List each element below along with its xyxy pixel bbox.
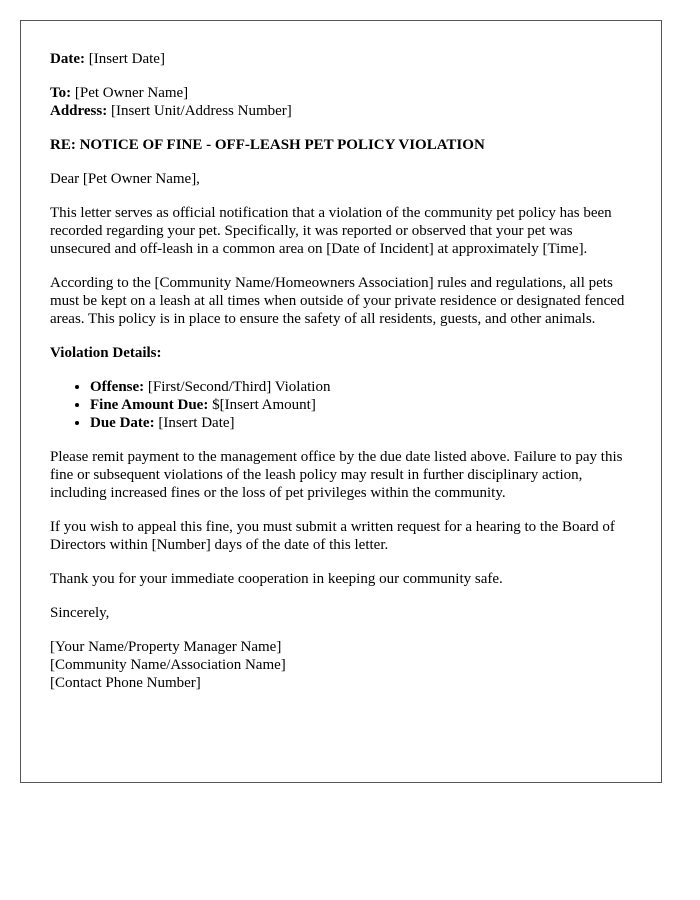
violation-heading [50, 344, 633, 362]
signature-name: [Your Name/Property Manager Name] [50, 639, 282, 655]
closing-paragraph: Please remit payment to the management office by the due date listed above. Failure to pay this fine or subsequent violations of the leash policy may result in further disciplinary action, including increased fines or the loss of pet privileges within the community. [50, 449, 623, 501]
date-value: [Insert Date] [88, 51, 165, 67]
violation-item [90, 414, 633, 432]
signoff: Sincerely, [50, 605, 110, 621]
subject-text: RE: NOTICE OF FINE - OFF-LEASH PET POLICY VIOLATION [50, 137, 485, 153]
to-value: [Pet Owner Name] [74, 85, 189, 101]
signature-community: [Community Name/Association Name] [50, 657, 286, 673]
recipient-block [50, 84, 633, 120]
subject-line [50, 136, 633, 154]
item-label: Offense: [90, 379, 145, 395]
salutation: Dear [Pet Owner Name], [50, 171, 200, 187]
date-line [50, 50, 633, 68]
closing-paragraph: Thank you for your immediate cooperation in keeping our community safe. [50, 571, 503, 587]
item-value: [First/Second/Third] Violation [147, 379, 331, 395]
violation-heading-text: Violation Details: [50, 345, 162, 361]
violation-item [90, 396, 633, 414]
closing-paragraph: If you wish to appeal this fine, you must submit a written request for a hearing to the Board of Directors within [Number] days of the date of this letter. [50, 519, 615, 553]
violation-item [90, 378, 633, 396]
date-label: Date: [50, 51, 85, 67]
address-label: Address: [50, 103, 108, 119]
signature-phone: [Contact Phone Number] [50, 675, 201, 691]
violation-list [50, 378, 633, 432]
item-value: [Insert Date] [158, 415, 235, 431]
body-paragraph: This letter serves as official notification that a violation of the community pet policy has been recorded regarding your pet. Specifically, it was reported or observed that your pet was unsecured and off-leash in a common area on [Date of Incident] at approximately [Time]. [50, 205, 612, 257]
item-label: Due Date: [90, 415, 155, 431]
body-paragraph: According to the [Community Name/Homeowners Association] rules and regulations, all pets must be kept on a leash at all times when outside of your private residence or designated fenced areas. This policy is in place to ensure the safety of all residents, guests, and other animals. [50, 275, 625, 327]
address-value: [Insert Unit/Address Number] [110, 103, 292, 119]
item-label: Fine Amount Due: [90, 397, 209, 413]
signature-block [50, 638, 633, 692]
letter [20, 20, 662, 783]
item-value: $[Insert Amount] [212, 397, 316, 413]
to-label: To: [50, 85, 72, 101]
